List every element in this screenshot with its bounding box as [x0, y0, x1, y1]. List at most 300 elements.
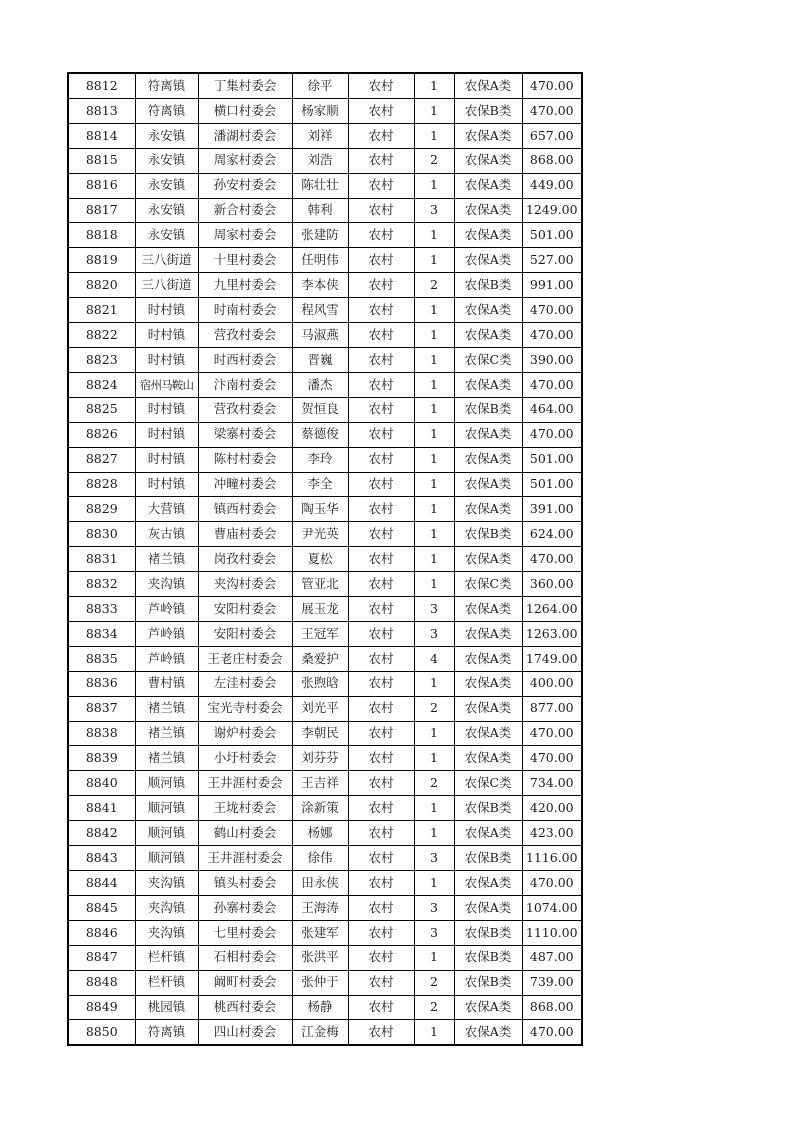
cell-person-count: 1 — [414, 821, 454, 846]
cell-person-count: 1 — [414, 323, 454, 348]
cell-town — [135, 422, 198, 447]
cell-amount: 487.00 — [522, 945, 582, 970]
cell-town — [135, 522, 198, 547]
cell-insurance-category: 农保A类 — [454, 298, 522, 323]
cell-town — [135, 98, 198, 123]
cell-person-name: 杨静 — [292, 995, 348, 1020]
cell-residence-type: 农村 — [348, 696, 414, 721]
cell-person-count: 3 — [414, 198, 454, 223]
cell-serial-number: 8815 — [68, 148, 135, 173]
cell-serial-number: 8847 — [68, 945, 135, 970]
cell-residence-type: 农村 — [348, 746, 414, 771]
cell-town — [135, 970, 198, 995]
cell-residence-type: 农村 — [348, 447, 414, 472]
cell-amount: 501.00 — [522, 223, 582, 248]
cell-person-name: 张建军 — [292, 920, 348, 945]
cell-insurance-category: 农保A类 — [454, 821, 522, 846]
cell-residence-type: 农村 — [348, 273, 414, 298]
cell-person-name: 潘杰 — [292, 372, 348, 397]
table-row — [68, 522, 582, 547]
cell-insurance-category: 农保A类 — [454, 447, 522, 472]
cell-insurance-category: 农保A类 — [454, 995, 522, 1020]
cell-insurance-category: 农保A类 — [454, 646, 522, 671]
cell-residence-type: 农村 — [348, 347, 414, 372]
cell-residence-type: 农村 — [348, 871, 414, 896]
cell-person-count: 1 — [414, 796, 454, 821]
cell-amount: 527.00 — [522, 248, 582, 273]
cell-residence-type: 农村 — [348, 597, 414, 622]
cell-person-count: 3 — [414, 920, 454, 945]
cell-person-name: 李本侠 — [292, 273, 348, 298]
table-row — [68, 98, 582, 123]
table-row — [68, 73, 582, 98]
cell-serial-number: 8848 — [68, 970, 135, 995]
cell-person-count: 1 — [414, 447, 454, 472]
town-label: 永安镇 — [147, 202, 186, 218]
cell-amount: 739.00 — [522, 970, 582, 995]
cell-residence-type: 农村 — [348, 497, 414, 522]
cell-town — [135, 397, 198, 422]
cell-person-count: 1 — [414, 223, 454, 248]
cell-village-committee: 七里村委会 — [198, 920, 292, 945]
cell-insurance-category: 农保A类 — [454, 223, 522, 248]
cell-town — [135, 945, 198, 970]
cell-person-count: 1 — [414, 547, 454, 572]
cell-person-name: 李全 — [292, 472, 348, 497]
cell-serial-number: 8827 — [68, 447, 135, 472]
cell-person-count: 2 — [414, 995, 454, 1020]
town-label: 褚兰镇 — [147, 550, 186, 566]
cell-village-committee: 鹤山村委会 — [198, 821, 292, 846]
cell-amount: 420.00 — [522, 796, 582, 821]
cell-amount: 470.00 — [522, 547, 582, 572]
cell-person-count: 1 — [414, 347, 454, 372]
cell-amount: 868.00 — [522, 148, 582, 173]
cell-serial-number: 8845 — [68, 895, 135, 920]
cell-person-name: 夏松 — [292, 547, 348, 572]
table-row — [68, 223, 582, 248]
cell-person-name: 晋巍 — [292, 347, 348, 372]
cell-residence-type: 农村 — [348, 821, 414, 846]
cell-amount: 360.00 — [522, 572, 582, 597]
cell-town — [135, 173, 198, 198]
cell-person-count: 1 — [414, 721, 454, 746]
cell-village-committee: 镇头村委会 — [198, 871, 292, 896]
town-label: 三八街道 — [141, 276, 192, 292]
town-label: 时村镇 — [147, 476, 186, 492]
table-row — [68, 821, 582, 846]
cell-person-name: 任明伟 — [292, 248, 348, 273]
cell-amount: 1249.00 — [522, 198, 582, 223]
cell-residence-type: 农村 — [348, 323, 414, 348]
cell-person-count: 1 — [414, 397, 454, 422]
cell-person-name: 徐伟 — [292, 846, 348, 871]
cell-serial-number: 8836 — [68, 671, 135, 696]
town-label: 三八街道 — [141, 252, 192, 268]
cell-amount: 470.00 — [522, 298, 582, 323]
cell-person-name: 刘芬芬 — [292, 746, 348, 771]
cell-residence-type: 农村 — [348, 198, 414, 223]
cell-residence-type: 农村 — [348, 621, 414, 646]
town-label: 永安镇 — [147, 227, 186, 243]
cell-village-committee: 宝光寺村委会 — [198, 696, 292, 721]
cell-village-committee: 王井涯村委会 — [198, 846, 292, 871]
cell-person-name: 杨娜 — [292, 821, 348, 846]
cell-town — [135, 447, 198, 472]
table-row — [68, 871, 582, 896]
cell-serial-number: 8820 — [68, 273, 135, 298]
cell-residence-type: 农村 — [348, 945, 414, 970]
cell-amount: 470.00 — [522, 98, 582, 123]
table-row — [68, 746, 582, 771]
cell-insurance-category: 农保A类 — [454, 597, 522, 622]
cell-person-name: 尹光英 — [292, 522, 348, 547]
cell-village-committee: 曹庙村委会 — [198, 522, 292, 547]
cell-residence-type: 农村 — [348, 1020, 414, 1045]
cell-serial-number: 8838 — [68, 721, 135, 746]
cell-town — [135, 895, 198, 920]
cell-amount: 1074.00 — [522, 895, 582, 920]
cell-insurance-category: 农保A类 — [454, 422, 522, 447]
cell-insurance-category: 农保A类 — [454, 746, 522, 771]
cell-town — [135, 148, 198, 173]
cell-serial-number: 8816 — [68, 173, 135, 198]
table-row — [68, 397, 582, 422]
cell-person-name: 涂新策 — [292, 796, 348, 821]
table-row — [68, 597, 582, 622]
cell-person-name: 王冠军 — [292, 621, 348, 646]
cell-amount: 470.00 — [522, 746, 582, 771]
cell-residence-type: 农村 — [348, 846, 414, 871]
town-label: 褚兰镇 — [147, 725, 186, 741]
cell-village-committee: 陈村村委会 — [198, 447, 292, 472]
cell-person-count: 1 — [414, 98, 454, 123]
cell-person-count: 1 — [414, 671, 454, 696]
cell-village-committee: 王垅村委会 — [198, 796, 292, 821]
cell-village-committee: 冲疃村委会 — [198, 472, 292, 497]
cell-residence-type: 农村 — [348, 98, 414, 123]
cell-town — [135, 123, 198, 148]
town-label: 时村镇 — [147, 326, 186, 342]
cell-town — [135, 1020, 198, 1045]
cell-serial-number: 8843 — [68, 846, 135, 871]
cell-town — [135, 846, 198, 871]
cell-amount: 501.00 — [522, 472, 582, 497]
cell-town — [135, 547, 198, 572]
cell-person-count: 3 — [414, 846, 454, 871]
cell-village-committee: 安阳村委会 — [198, 597, 292, 622]
cell-town — [135, 721, 198, 746]
cell-insurance-category: 农保A类 — [454, 472, 522, 497]
cell-village-committee: 王井涯村委会 — [198, 771, 292, 796]
cell-person-count: 2 — [414, 273, 454, 298]
cell-town — [135, 995, 198, 1020]
table-row — [68, 796, 582, 821]
cell-insurance-category: 农保A类 — [454, 696, 522, 721]
cell-insurance-category: 农保C类 — [454, 771, 522, 796]
cell-insurance-category: 农保A类 — [454, 547, 522, 572]
cell-insurance-category: 农保B类 — [454, 796, 522, 821]
town-label: 夹沟镇 — [147, 899, 186, 915]
cell-person-count: 1 — [414, 298, 454, 323]
cell-amount: 1749.00 — [522, 646, 582, 671]
cell-serial-number: 8842 — [68, 821, 135, 846]
cell-residence-type: 农村 — [348, 173, 414, 198]
cell-serial-number: 8826 — [68, 422, 135, 447]
cell-amount: 657.00 — [522, 123, 582, 148]
cell-town — [135, 323, 198, 348]
cell-town — [135, 771, 198, 796]
cell-person-count: 1 — [414, 497, 454, 522]
cell-serial-number: 8823 — [68, 347, 135, 372]
cell-insurance-category: 农保B类 — [454, 522, 522, 547]
cell-village-committee: 桃西村委会 — [198, 995, 292, 1020]
town-label: 符离镇 — [147, 77, 186, 93]
cell-amount: 1263.00 — [522, 621, 582, 646]
cell-town — [135, 472, 198, 497]
cell-town — [135, 646, 198, 671]
cell-person-count: 1 — [414, 871, 454, 896]
cell-serial-number: 8813 — [68, 98, 135, 123]
cell-person-count: 1 — [414, 472, 454, 497]
cell-town — [135, 746, 198, 771]
table-row — [68, 422, 582, 447]
cell-town — [135, 347, 198, 372]
table-row — [68, 895, 582, 920]
cell-insurance-category: 农保A类 — [454, 173, 522, 198]
cell-person-name: 张建防 — [292, 223, 348, 248]
table-row — [68, 721, 582, 746]
cell-residence-type: 农村 — [348, 73, 414, 98]
cell-person-name: 蔡德俊 — [292, 422, 348, 447]
cell-amount: 1110.00 — [522, 920, 582, 945]
cell-serial-number: 8844 — [68, 871, 135, 896]
cell-residence-type: 农村 — [348, 572, 414, 597]
cell-person-count: 1 — [414, 123, 454, 148]
cell-town — [135, 298, 198, 323]
table-row — [68, 148, 582, 173]
cell-person-count: 1 — [414, 73, 454, 98]
cell-serial-number: 8849 — [68, 995, 135, 1020]
cell-person-name: 李玲 — [292, 447, 348, 472]
cell-residence-type: 农村 — [348, 397, 414, 422]
cell-village-committee: 十里村委会 — [198, 248, 292, 273]
cell-residence-type: 农村 — [348, 995, 414, 1020]
cell-village-committee: 周家村委会 — [198, 148, 292, 173]
cell-village-committee: 岗孜村委会 — [198, 547, 292, 572]
cell-person-name: 管亚北 — [292, 572, 348, 597]
cell-person-count: 2 — [414, 771, 454, 796]
cell-amount: 470.00 — [522, 323, 582, 348]
cell-village-committee: 孙寨村委会 — [198, 895, 292, 920]
cell-person-name: 徐平 — [292, 73, 348, 98]
table-row — [68, 173, 582, 198]
town-label: 宿州马鞍山 — [139, 377, 194, 392]
cell-residence-type: 农村 — [348, 148, 414, 173]
town-label: 芦岭镇 — [147, 600, 186, 616]
table-row — [68, 646, 582, 671]
town-label: 灰古镇 — [147, 526, 186, 542]
cell-serial-number: 8850 — [68, 1020, 135, 1045]
town-label: 时村镇 — [147, 426, 186, 442]
town-label: 夹沟镇 — [147, 924, 186, 940]
cell-village-committee: 阚町村委会 — [198, 970, 292, 995]
cell-amount: 423.00 — [522, 821, 582, 846]
cell-person-count: 3 — [414, 597, 454, 622]
cell-village-committee: 四山村委会 — [198, 1020, 292, 1045]
table-row — [68, 298, 582, 323]
table-row — [68, 347, 582, 372]
cell-village-committee: 周家村委会 — [198, 223, 292, 248]
town-label: 桃园镇 — [147, 999, 186, 1015]
cell-person-count: 2 — [414, 696, 454, 721]
cell-residence-type: 农村 — [348, 547, 414, 572]
cell-person-name: 张洪平 — [292, 945, 348, 970]
cell-town — [135, 198, 198, 223]
benefits-table — [67, 72, 583, 1046]
cell-amount: 464.00 — [522, 397, 582, 422]
cell-serial-number: 8831 — [68, 547, 135, 572]
table-row — [68, 671, 582, 696]
cell-insurance-category: 农保C类 — [454, 347, 522, 372]
cell-town — [135, 821, 198, 846]
table-row — [68, 472, 582, 497]
cell-residence-type: 农村 — [348, 771, 414, 796]
cell-village-committee: 营孜村委会 — [198, 397, 292, 422]
cell-serial-number: 8812 — [68, 73, 135, 98]
cell-amount: 390.00 — [522, 347, 582, 372]
cell-village-committee: 营孜村委会 — [198, 323, 292, 348]
town-label: 夹沟镇 — [147, 575, 186, 591]
cell-residence-type: 农村 — [348, 223, 414, 248]
cell-residence-type: 农村 — [348, 522, 414, 547]
cell-insurance-category: 农保B类 — [454, 273, 522, 298]
cell-person-name: 刘祥 — [292, 123, 348, 148]
cell-amount: 868.00 — [522, 995, 582, 1020]
cell-serial-number: 8835 — [68, 646, 135, 671]
cell-insurance-category: 农保B类 — [454, 970, 522, 995]
cell-person-name: 刘光平 — [292, 696, 348, 721]
table-row — [68, 372, 582, 397]
cell-serial-number: 8814 — [68, 123, 135, 148]
cell-person-name: 陶玉华 — [292, 497, 348, 522]
cell-person-name: 展玉龙 — [292, 597, 348, 622]
cell-person-name: 马淑燕 — [292, 323, 348, 348]
cell-village-committee: 安阳村委会 — [198, 621, 292, 646]
cell-town — [135, 223, 198, 248]
cell-residence-type: 农村 — [348, 796, 414, 821]
cell-insurance-category: 农保B类 — [454, 846, 522, 871]
town-label: 顺河镇 — [147, 824, 186, 840]
cell-village-committee: 小圩村委会 — [198, 746, 292, 771]
cell-insurance-category: 农保A类 — [454, 323, 522, 348]
cell-insurance-category: 农保A类 — [454, 198, 522, 223]
cell-insurance-category: 农保A类 — [454, 497, 522, 522]
cell-person-name: 韩利 — [292, 198, 348, 223]
cell-town — [135, 920, 198, 945]
cell-village-committee: 石相村委会 — [198, 945, 292, 970]
cell-serial-number: 8821 — [68, 298, 135, 323]
cell-person-count: 2 — [414, 970, 454, 995]
cell-person-count: 1 — [414, 746, 454, 771]
table-row — [68, 547, 582, 572]
cell-insurance-category: 农保A类 — [454, 148, 522, 173]
town-label: 符离镇 — [147, 102, 186, 118]
cell-residence-type: 农村 — [348, 298, 414, 323]
town-label: 大营镇 — [147, 501, 186, 517]
cell-insurance-category: 农保B类 — [454, 920, 522, 945]
cell-amount: 991.00 — [522, 273, 582, 298]
cell-person-name: 杨家顺 — [292, 98, 348, 123]
cell-village-committee: 孙安村委会 — [198, 173, 292, 198]
town-label: 永安镇 — [147, 127, 186, 143]
town-label: 时村镇 — [147, 451, 186, 467]
table-row — [68, 447, 582, 472]
cell-village-committee: 梁寨村委会 — [198, 422, 292, 447]
cell-serial-number: 8837 — [68, 696, 135, 721]
town-label: 时村镇 — [147, 301, 186, 317]
cell-insurance-category: 农保A类 — [454, 123, 522, 148]
table-row — [68, 323, 582, 348]
cell-serial-number: 8822 — [68, 323, 135, 348]
cell-person-name: 江金梅 — [292, 1020, 348, 1045]
cell-insurance-category: 农保B类 — [454, 98, 522, 123]
table-row — [68, 123, 582, 148]
cell-town — [135, 696, 198, 721]
cell-town — [135, 597, 198, 622]
cell-person-name: 田永侠 — [292, 871, 348, 896]
town-label: 永安镇 — [147, 152, 186, 168]
cell-residence-type: 农村 — [348, 646, 414, 671]
cell-village-committee: 王老庄村委会 — [198, 646, 292, 671]
table-row — [68, 497, 582, 522]
cell-insurance-category: 农保A类 — [454, 248, 522, 273]
cell-serial-number: 8841 — [68, 796, 135, 821]
cell-town — [135, 248, 198, 273]
cell-amount: 1264.00 — [522, 597, 582, 622]
town-label: 时村镇 — [147, 351, 186, 367]
town-label: 永安镇 — [147, 177, 186, 193]
cell-insurance-category: 农保B类 — [454, 397, 522, 422]
cell-person-name: 王吉祥 — [292, 771, 348, 796]
cell-person-name: 张仲于 — [292, 970, 348, 995]
cell-village-committee: 夹沟村委会 — [198, 572, 292, 597]
town-label: 栏杆镇 — [147, 974, 186, 990]
cell-serial-number: 8817 — [68, 198, 135, 223]
cell-person-name: 程风雪 — [292, 298, 348, 323]
cell-residence-type: 农村 — [348, 123, 414, 148]
table-row — [68, 572, 582, 597]
cell-serial-number: 8829 — [68, 497, 135, 522]
cell-village-committee: 新合村委会 — [198, 198, 292, 223]
cell-insurance-category: 农保C类 — [454, 572, 522, 597]
table-row — [68, 198, 582, 223]
cell-person-name: 王海涛 — [292, 895, 348, 920]
town-label: 曹村镇 — [147, 675, 186, 691]
cell-serial-number: 8830 — [68, 522, 135, 547]
cell-residence-type: 农村 — [348, 671, 414, 696]
cell-residence-type: 农村 — [348, 248, 414, 273]
cell-insurance-category: 农保A类 — [454, 721, 522, 746]
cell-village-committee: 横口村委会 — [198, 98, 292, 123]
town-label: 褚兰镇 — [147, 750, 186, 766]
cell-person-count: 1 — [414, 372, 454, 397]
cell-town — [135, 796, 198, 821]
cell-village-committee: 谢炉村委会 — [198, 721, 292, 746]
cell-person-count: 1 — [414, 173, 454, 198]
cell-person-count: 3 — [414, 621, 454, 646]
table-row — [68, 846, 582, 871]
